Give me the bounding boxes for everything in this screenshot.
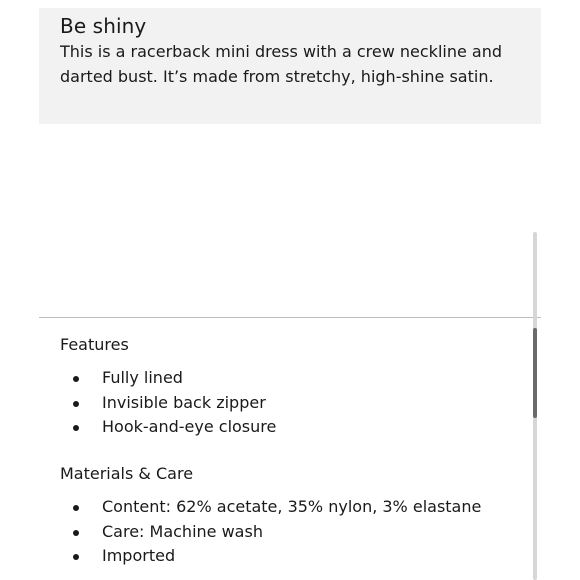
list-item-label: Imported [102,546,176,565]
scrollbar-thumb[interactable] [533,328,537,418]
list-item-label: Content: 62% acetate, 35% nylon, 3% elastane [102,497,482,516]
bullet-icon [73,376,79,382]
bullet-icon [73,554,79,560]
features-heading: Features [60,335,129,354]
list-item-label: Fully lined [102,368,183,387]
section-divider [39,317,541,318]
bullet-icon [73,401,79,407]
materials-heading: Materials & Care [60,464,194,483]
list-item-label: Hook-and-eye closure [102,417,277,436]
bullet-icon [73,505,79,511]
list-item-label: Invisible back zipper [102,392,266,412]
bullet-icon [73,530,79,536]
product-details-panel [39,0,541,580]
bullet-icon [73,425,79,431]
list-item-label: Care: Machine wash [102,521,263,541]
description-body: This is a racerback mini dress with a crew neckline and darted bust. It’s made from stretchy, high-shine satin. [60,42,503,86]
description-card [39,8,541,124]
description-title: Be shiny [60,14,147,38]
